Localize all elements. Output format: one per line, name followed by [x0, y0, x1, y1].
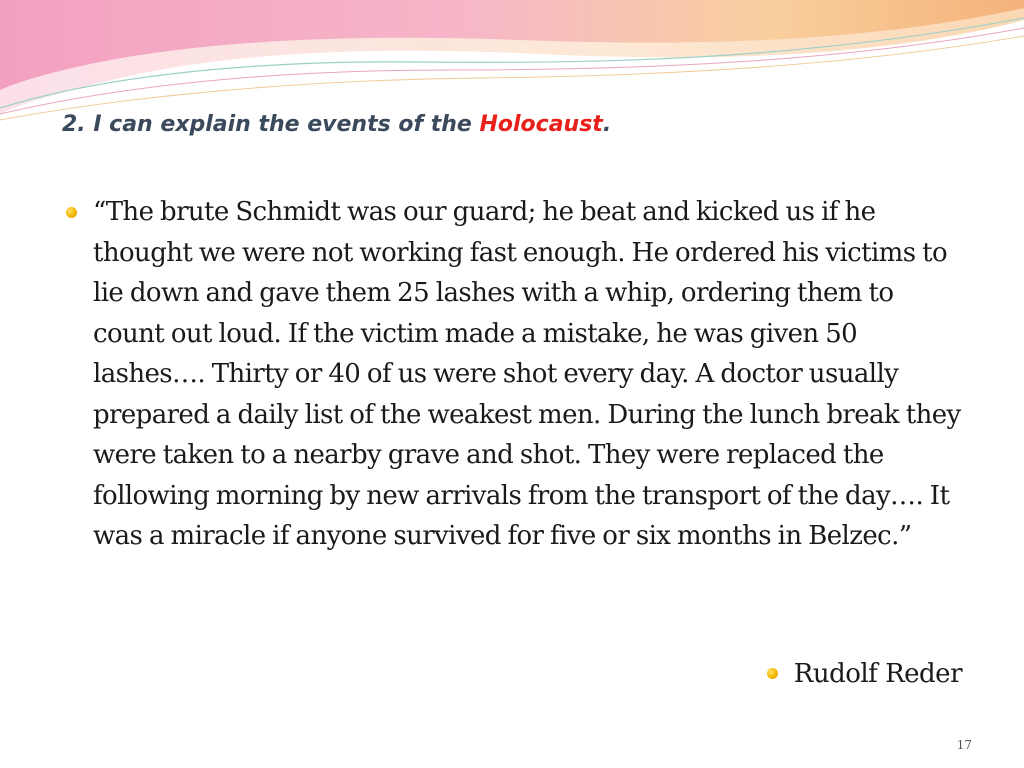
slide-title-suffix: .: [602, 112, 612, 137]
attribution-bullet: [767, 654, 962, 694]
bullet-list: [66, 192, 966, 557]
slide-title-highlight: Holocaust: [479, 112, 603, 137]
bullet-dot-icon: [66, 207, 77, 218]
quote-bullet: [66, 192, 963, 557]
quote-text: “The brute Schmidt was our guard; he beat and kicked us if he thought we were not working fast enough. He ordered his victims to lie down and gave them 25 lashes with a whip, ordering them to count out loud. If the victim made a mistake, he was given 50 lashes…. Thirty or 40 of us were shot every day. A doctor usually prepared a daily list of the weakest men. During the lunch break they were taken to a nearby grave and shot. They were replaced the following morning by new arrivals from the transport of the day…. It was a miracle if anyone survived for five or six months in Belzec.”: [93, 197, 961, 551]
attribution-name: Rudolf Reder: [793, 659, 962, 689]
bullet-dot-icon: [767, 668, 778, 679]
page-number: 17: [956, 738, 972, 752]
slide-title-prefix: 2. I can explain the events of the: [62, 112, 480, 137]
header-wave-decoration: [0, 0, 1024, 130]
slide-title: [62, 112, 611, 137]
